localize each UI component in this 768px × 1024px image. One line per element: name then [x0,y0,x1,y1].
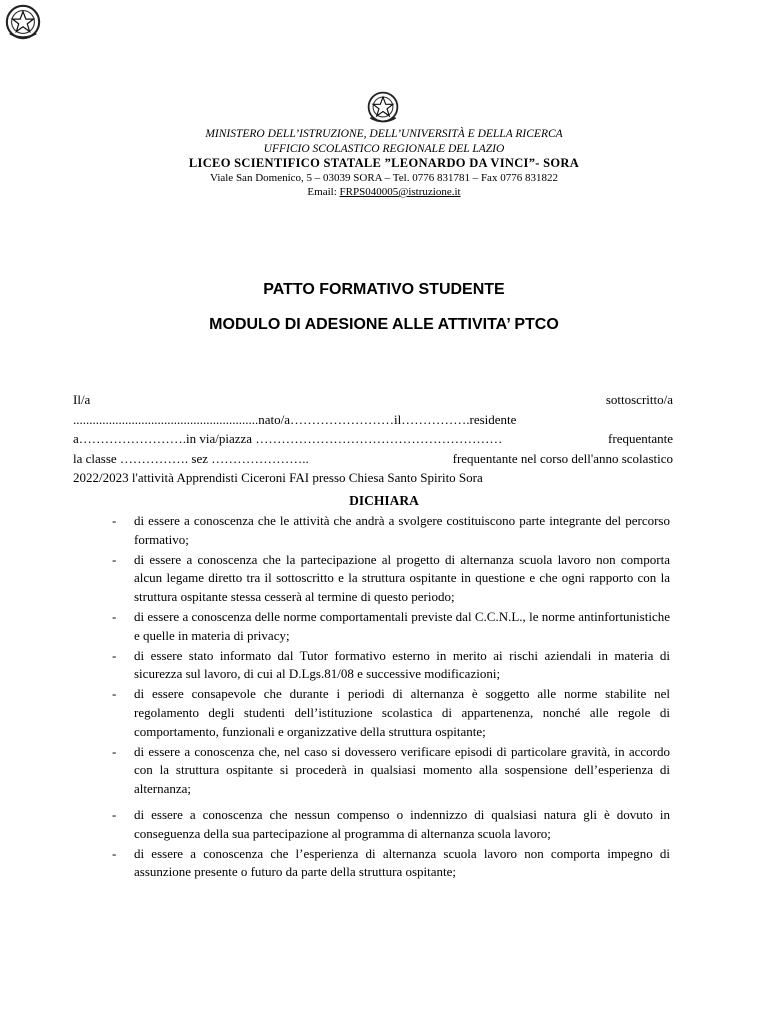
list-item-text: di essere a conoscenza che la partecipazione al progetto di alternanza scuola lavoro non comporta alcun legame diretto tra il sottoscritto e la struttura ospitante in questione e che ogni rapporto con la struttura ospitante stessa cesserà al termine di questo periodo; [134,551,670,605]
intro-row [73,429,673,449]
list-item [112,743,670,799]
italian-republic-emblem-icon [4,2,42,42]
bullet-dash: - [112,686,117,702]
bullet-dash: - [112,551,117,567]
intro-row [73,468,673,488]
email-link[interactable]: FRPS040005@istruzione.it [339,186,461,198]
bullet-dash: - [112,608,117,624]
list-item [112,512,670,550]
declaration-list [0,512,768,883]
document-subtitle: MODULO DI ADESIONE ALLE ATTIVITA’ PTCO [209,316,559,333]
email-label: Email: [307,186,340,198]
school-email [0,185,768,200]
intro-row [73,449,673,469]
intro-text: sottoscritto/a [605,392,673,407]
list-item-text: di essere a conoscenza che nessun compenso o indennizzo di qualsiasi natura gli è dovuto in conseguenza della sua partecipazione al programma di alternanza scuola lavoro; [134,806,670,841]
intro-text: frequentante [608,431,673,446]
list-item [112,608,670,646]
list-item-text: di essere a conoscenza delle norme comportamentali previste dal C.C.N.L., le norme antinfortunistiche e quelle in materia di privacy; [134,608,670,643]
bullet-dash: - [112,743,117,759]
ministry-name: MINISTERO DELL’ISTRUZIONE, DELL’UNIVERSITÀ E DELLA RICERCA [205,128,563,140]
list-item-text: di essere a conoscenza che, nel caso si dovessero verificare episodi di particolare gravità, in accordo con la struttura ospitante si procederà in qualsiasi momento alla sospensione dell’esperienza di alternanza; [134,743,670,797]
intro-row [73,390,673,410]
list-item-text: di essere a conoscenza che l’esperienza di alternanza scuola lavoro non comporta impegno di assunzione presente o futuro da parte della struttura ospitante; [134,845,670,880]
school-address: Viale San Domenico, 5 – 03039 SORA – Tel. 0776 831781 – Fax 0776 831822 [210,171,558,184]
list-item [112,551,670,607]
intro-text: frequentante nel corso dell'anno scolastico [452,450,673,466]
bullet-dash: - [112,806,117,822]
list-item [112,685,670,741]
bullet-dash: - [112,513,117,528]
bullet-dash: - [112,845,117,861]
list-item-text: di essere consapevole che durante i periodi di alternanza è soggetto alle norme stabilite nel regolamento degli studenti dell’istituzione scolastica di appartenenza, nonché alle regole di comportamento, funzionali e organizzative della struttura ospitante; [134,686,670,739]
regional-office: UFFICIO SCOLASTICO REGIONALE DEL LAZIO [263,142,505,155]
intro-text: .........................................................nato/a……………………il…………….residente [73,411,517,427]
intro-text: 2022/2023 l'attività Apprendisti Ciceroni FAI presso Chiesa Santo Spirito Sora [73,470,483,485]
list-item [112,647,670,685]
document-title: PATTO FORMATIVO STUDENTE [263,281,505,298]
list-item [112,845,670,883]
intro-text: Il/a [73,392,91,407]
list-item-text: di essere a conoscenza che le attività che andrà a svolgere costituiscono parte integrante del percorso formativo; [134,513,670,547]
declaration-heading: DICHIARA [349,493,419,508]
intro-text: la classe ……………. sez ………………….. [73,450,309,466]
school-name: LICEO SCIENTIFICO STATALE ”LEONARDO DA VINCI”- SORA [188,156,580,170]
list-item [112,806,670,844]
intro-text: a…………………….in via/piazza ………………………………………………… [73,431,503,446]
student-details-paragraph [73,390,673,488]
school-header [0,127,768,200]
italian-republic-emblem-icon [365,88,401,126]
list-item-text: di essere stato informato dal Tutor formativo esterno in merito ai rischi aziendali in materia di sicurezza sul lavoro, di cui al D.Lgs.81/08 e successive modificazioni; [134,647,670,682]
intro-row [73,410,673,430]
bullet-dash: - [112,647,117,663]
